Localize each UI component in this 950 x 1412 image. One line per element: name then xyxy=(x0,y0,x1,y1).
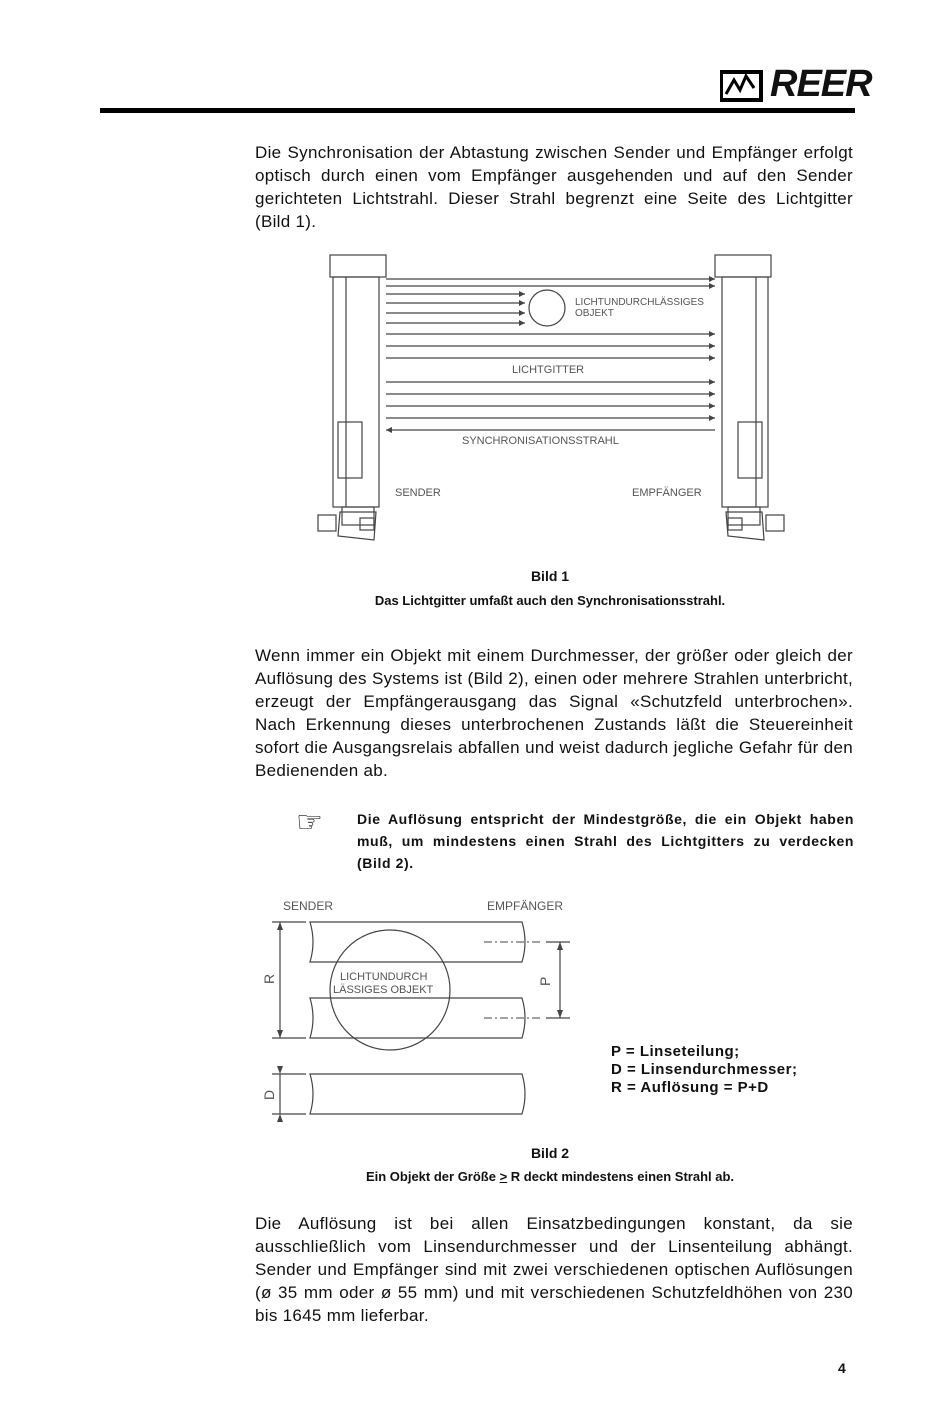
fig2-label-sender: SENDER xyxy=(283,899,334,913)
figure-2-caption-text xyxy=(0,1169,950,1184)
legend-line-r: R = Auflösung = P+D xyxy=(611,1079,769,1096)
label-sync: SYNCHRONISATIONSSTRAHL xyxy=(462,435,619,447)
page-number: 4 xyxy=(838,1360,846,1376)
figure-2-diagram xyxy=(250,890,610,1125)
label-object-2: OBJEKT xyxy=(575,308,614,319)
fig2-label-object-1: LICHTUNDURCH xyxy=(340,971,428,983)
figure-2-legend xyxy=(611,1043,797,1097)
note-text: Die Auflösung entspricht der Mindestgröße, die ein Objekt haben muß, um mindestens einen Strahl des Lichtgitters zu verdecken (Bild 2). xyxy=(357,811,854,871)
figure-2-caption-title: Bild 2 xyxy=(530,1145,570,1161)
paragraph-2: Wenn immer ein Objekt mit einem Durchmesser, der größer oder gleich der Auflösung des Systems ist (Bild 2), einen oder mehrere Strahlen unterbricht, erzeugt der Empfängerausgang das Signal «Schutzfeld unterbrochen». Nach Erkennung dieses unterbrochenen Zustands läßt die Steuereinheit sofort die Ausgangsrelais abfallen und weist dadurch jegliche Gefahr für den Bedienenden ab. xyxy=(255,646,853,780)
paragraph-3: Die Auflösung ist bei allen Einsatzbedingungen konstant, da sie ausschließlich vom Linsendurchmesser und der Linsenteilung abhängt. Sender und Empfänger sind mit zwei verschiedenen optischen Auflösungen (ø 35 mm oder ø 55 mm) und mit verschiedenen Schutzfeldhöhen von 230 bis 1645 mm lieferbar. xyxy=(255,1214,853,1325)
label-sender: SENDER xyxy=(395,487,441,499)
caption-symbol: > xyxy=(499,1169,508,1184)
pointing-hand-icon: ☞ xyxy=(296,806,323,839)
fig2-label-r: R xyxy=(261,973,277,984)
label-object: LICHTUNDURCHLÄSSIGES xyxy=(575,297,704,308)
fig2-label-object-2: LÄSSIGES OBJEKT xyxy=(333,984,434,996)
header-rule xyxy=(100,108,855,113)
fig2-label-d: D xyxy=(261,1089,277,1100)
fig2-label-p: P xyxy=(537,976,553,986)
legend-line-p: P = Linseteilung; xyxy=(611,1043,740,1060)
caption-text-after: R deckt mindestens einen Strahl ab. xyxy=(507,1169,735,1184)
figure-1-caption-title: Bild 1 xyxy=(530,568,570,584)
fig2-label-receiver: EMPFÄNGER xyxy=(487,899,564,913)
figure-1-diagram xyxy=(300,250,800,550)
label-receiver: EMPFÄNGER xyxy=(632,487,702,499)
legend-line-d: D = Linsendurchmesser; xyxy=(611,1061,798,1078)
figure-1-caption-text: Das Lichtgitter umfaßt auch den Synchronisationsstrahl. xyxy=(374,593,726,608)
logo-text: REER xyxy=(770,63,872,105)
caption-text-before: Ein Objekt der Größe xyxy=(365,1169,500,1184)
label-grid: LICHTGITTER xyxy=(512,364,585,376)
paragraph-1: Die Synchronisation der Abtastung zwischen Sender und Empfänger erfolgt optisch durch einen vom Empfänger ausgehenden und auf den Sender gerichteten Lichtstrahl. Dieser Strahl begrenzt eine Seite des Lichtgitter (Bild 1). xyxy=(255,143,853,231)
